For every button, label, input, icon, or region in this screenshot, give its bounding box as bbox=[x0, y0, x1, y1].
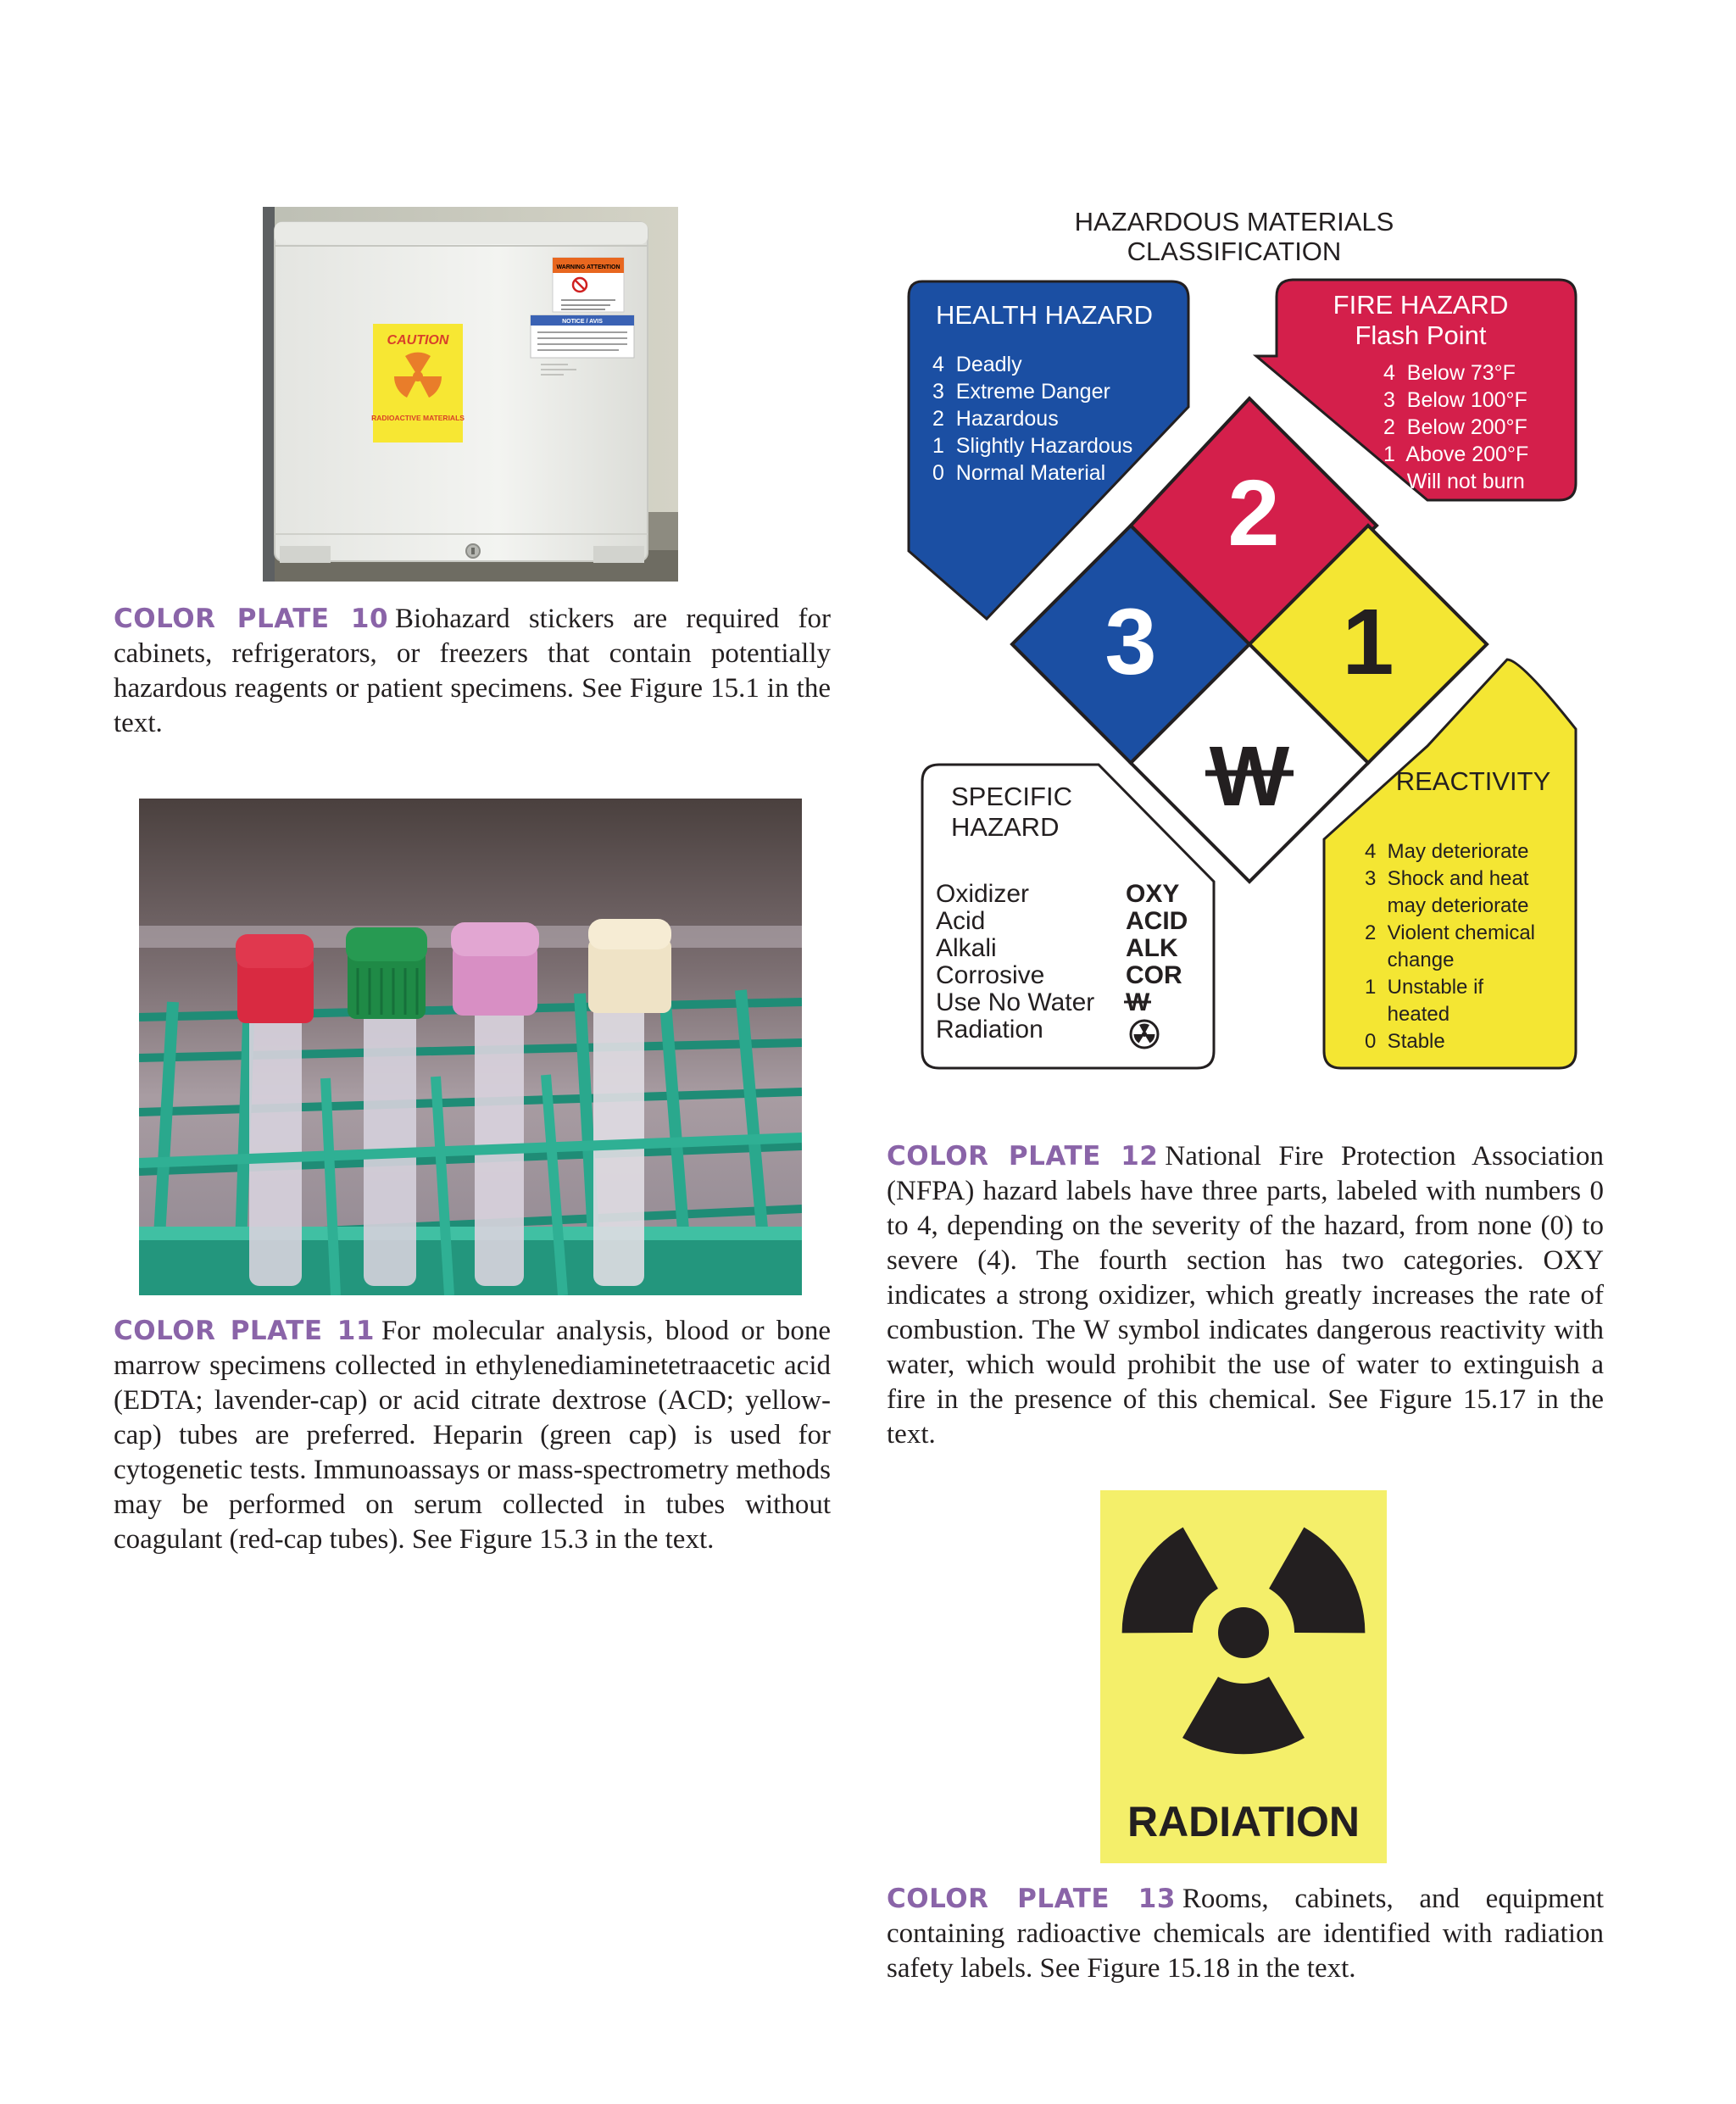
specific-name: Acid bbox=[936, 907, 986, 935]
specific-hazard-title: SPECIFIC bbox=[951, 782, 1072, 811]
reactivity-title: REACTIVITY bbox=[1395, 766, 1551, 796]
fire-item: 4 Below 73°F bbox=[1383, 361, 1516, 385]
warning-label bbox=[553, 258, 624, 312]
reactivity-value: 1 bbox=[1342, 590, 1394, 694]
tubes-photo bbox=[139, 799, 802, 1295]
lock-icon bbox=[466, 544, 480, 558]
reactivity-item: may deteriorate bbox=[1365, 894, 1529, 917]
specific-name: Radiation bbox=[936, 1016, 1043, 1044]
specific-code: OXY bbox=[1126, 880, 1180, 908]
health-item: 4 Deadly bbox=[932, 353, 1022, 376]
radiation-icon bbox=[1131, 1021, 1158, 1048]
specific-code: ALK bbox=[1126, 934, 1178, 962]
notice-label-text: NOTICE / AVIS bbox=[562, 319, 603, 325]
reactivity-item: 1 Unstable if bbox=[1365, 976, 1484, 999]
reactivity-item: 0 Stable bbox=[1365, 1030, 1445, 1053]
plate13-caption-text: Rooms, cabinets, and equipment containing radioactive chemicals are identified with radiation safety labels. See Figure 15.18 in the text. bbox=[887, 1884, 1604, 1984]
plate12-label: COLOR PLATE 12 bbox=[887, 1141, 1159, 1172]
fire-item: 2 Below 200°F bbox=[1383, 415, 1527, 439]
plate11-label: COLOR PLATE 11 bbox=[114, 1316, 375, 1346]
reactivity-item: change bbox=[1365, 949, 1455, 971]
fire-item: 3 Below 100°F bbox=[1383, 388, 1527, 412]
radiation-sign bbox=[1100, 1490, 1387, 1863]
specific-code: ACID bbox=[1126, 907, 1188, 935]
health-value: 3 bbox=[1104, 590, 1157, 694]
plate11-caption bbox=[114, 1314, 831, 1557]
plate12-caption bbox=[887, 1139, 1604, 1452]
plate13-caption bbox=[887, 1882, 1604, 1986]
specific-code: COR bbox=[1126, 961, 1182, 989]
specific-hazard-subtitle: HAZARD bbox=[951, 812, 1060, 842]
warning-label-text: WARNING ATTENTION bbox=[556, 264, 620, 270]
specific-name: Oxidizer bbox=[936, 880, 1030, 908]
reactivity-item: 4 May deteriorate bbox=[1365, 840, 1529, 863]
fire-value: 2 bbox=[1227, 461, 1280, 565]
radiation-sign-text: RADIATION bbox=[1127, 1798, 1360, 1845]
reactivity-item: heated bbox=[1365, 1003, 1450, 1026]
plate10-label: COLOR PLATE 10 bbox=[114, 604, 389, 634]
diagram-title-line1: HAZARDOUS MATERIALS bbox=[1074, 207, 1394, 237]
fire-hazard-title: FIRE HAZARD bbox=[1333, 290, 1509, 320]
plate12-caption-text: National Fire Protection Association (NFPA) hazard labels have three parts, labeled with numbers 0 to 4, depending on the severity of the hazard, from none (0) to severe (4). The fourth section has two categories. OXY indicates a strong oxidizer, which greatly increases the rate of combustion. The W symbol indicates dangerous reactivity with water, which would prohibit the use of water to extinguish a fire in the presence of this chemical. See Figure 15.17 in the text. bbox=[887, 1141, 1604, 1450]
reactivity-item: 3 Shock and heat bbox=[1365, 867, 1529, 890]
fire-hazard-subtitle: Flash Point bbox=[1355, 320, 1487, 350]
specific-name: Corrosive bbox=[936, 961, 1045, 989]
plate10-caption bbox=[114, 602, 831, 741]
health-item: 0 Normal Material bbox=[932, 461, 1106, 485]
sticker-radioactive-text: RADIOACTIVE MATERIALS bbox=[371, 414, 465, 422]
health-item: 3 Extreme Danger bbox=[932, 380, 1110, 404]
plate10-caption-text: Biohazard stickers are required for cabinets, refrigerators, or freezers that contain potentially hazardous reagents or patient specimens. See Figure 15.1 in the text. bbox=[114, 604, 831, 738]
health-item: 2 Hazardous bbox=[932, 407, 1059, 431]
refrigerator-photo bbox=[263, 207, 678, 582]
special-value: W bbox=[1209, 729, 1290, 824]
specific-name: Alkali bbox=[936, 934, 997, 962]
health-hazard-title: HEALTH HAZARD bbox=[936, 300, 1154, 330]
reactivity-item: 2 Violent chemical bbox=[1365, 921, 1535, 944]
nfpa-diagram bbox=[902, 203, 1580, 1119]
plate13-label: COLOR PLATE 13 bbox=[887, 1884, 1176, 1914]
fire-item: 1 Above 200°F bbox=[1383, 443, 1529, 466]
sticker-caution-text: CAUTION bbox=[387, 333, 449, 348]
specific-name: Use No Water bbox=[936, 988, 1095, 1016]
specific-code: W bbox=[1126, 988, 1150, 1016]
notice-label bbox=[531, 315, 634, 358]
health-item: 1 Slightly Hazardous bbox=[932, 434, 1133, 458]
plate11-caption-text: For molecular analysis, blood or bone marrow specimens collected in ethylenediaminetetraacetic acid (EDTA; lavender-cap) or acid citrate dextrose (ACD; yellow-cap) tubes are preferred. Heparin (green cap) is used for cytogenetic tests. Immunoassays or mass-spectrometry methods may be performed on serum collected in tubes without coagulant (red-cap tubes). See Figure 15.3 in the text. bbox=[114, 1316, 831, 1555]
radioactive-sticker bbox=[371, 324, 465, 443]
diagram-title-line2: CLASSIFICATION bbox=[1127, 237, 1342, 266]
fire-item: 0 Will not burn bbox=[1383, 470, 1525, 493]
